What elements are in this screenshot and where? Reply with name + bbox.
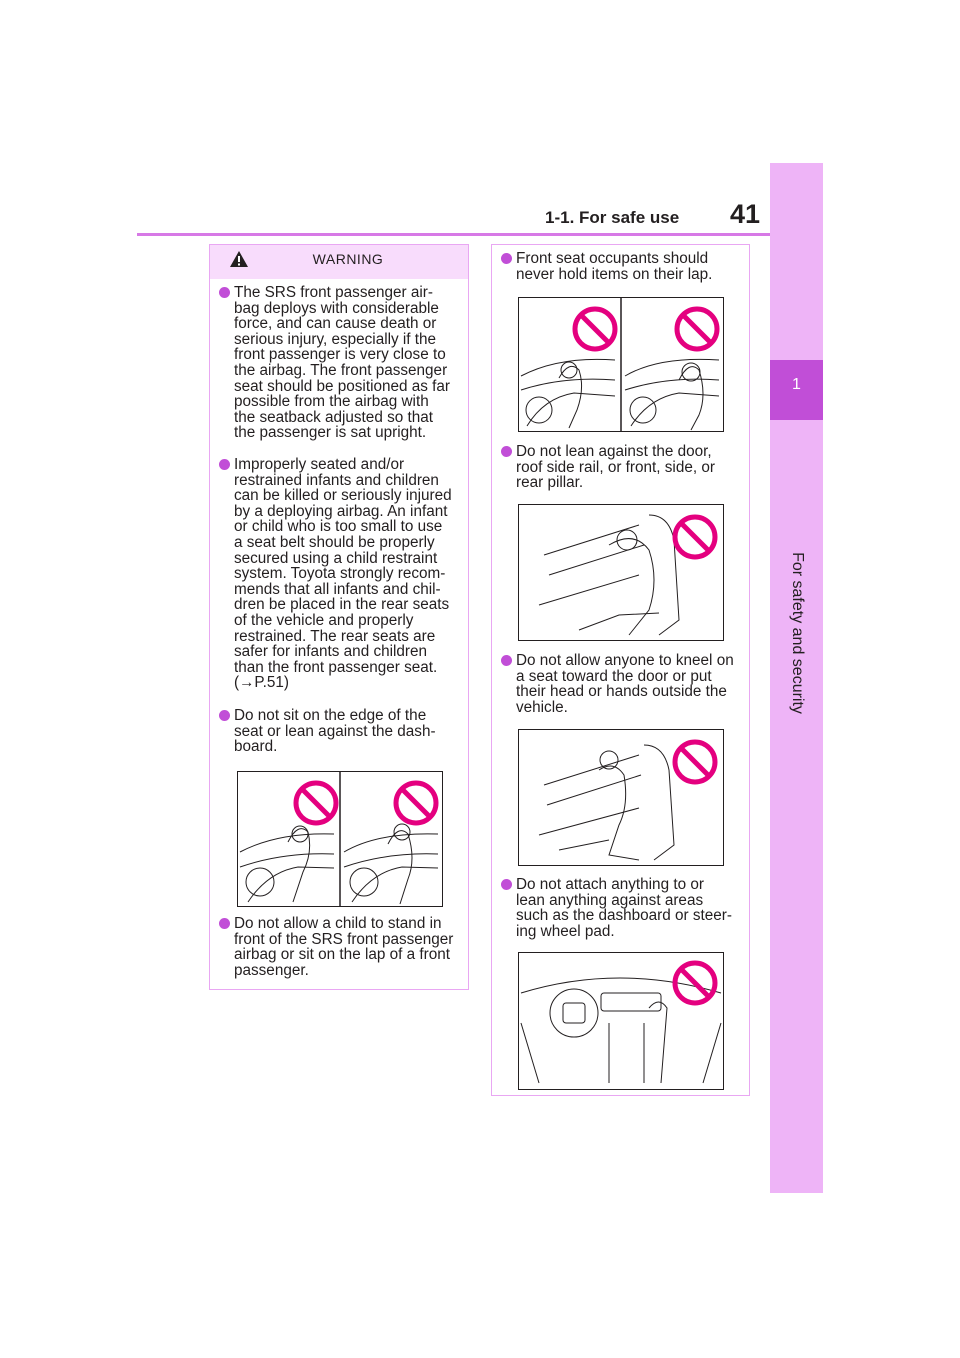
warning-item — [219, 457, 455, 691]
prohibited-sign-icon — [575, 309, 615, 349]
chapter-title — [784, 528, 810, 738]
warning-item-text: Do not attach anything to or lean anything against areas such as the dashboard or steer- ing wheel pad. — [516, 876, 732, 940]
warning-item-text: Do not sit on the edge of the seat or lean against the dash- board. — [234, 707, 436, 756]
prohibited-sign-icon — [675, 517, 715, 557]
illustration-lean-door — [518, 504, 724, 641]
bullet-icon — [219, 918, 230, 929]
warning-header — [210, 245, 468, 279]
warning-item-text: Do not lean against the door, roof side rail, or front, side, or rear pillar. — [516, 443, 715, 492]
prohibited-sign-icon — [675, 963, 715, 1003]
warning-item — [501, 251, 737, 282]
warning-item — [501, 877, 737, 939]
warning-item — [501, 444, 737, 491]
warning-item — [219, 708, 455, 755]
bullet-icon — [501, 446, 512, 457]
prohibited-sign-icon — [396, 783, 436, 823]
warning-box-continued — [491, 244, 750, 1096]
chapter-number: 1 — [792, 376, 801, 393]
chapter-title-text: For safety and security — [789, 552, 806, 714]
section-title: 1-1. For safe use — [545, 208, 680, 227]
illustration-lean-dashboard — [237, 771, 443, 907]
warning-item — [219, 916, 455, 978]
bullet-icon — [501, 879, 512, 890]
illustration-items-on-lap — [518, 297, 724, 432]
warning-box — [209, 244, 469, 990]
prohibited-sign-icon — [675, 742, 715, 782]
warning-item-text: Do not allow anyone to kneel on a seat toward the door or put their head or hands outside the vehicle. — [516, 652, 734, 716]
illustration-dashboard-items — [518, 952, 724, 1090]
warning-item — [219, 285, 455, 441]
warning-item-text: Do not allow a child to stand in front of the SRS front passenger airbag or sit on the lap of a front passenger. — [234, 915, 454, 979]
warning-item — [501, 653, 737, 715]
bullet-icon — [219, 287, 230, 298]
bullet-icon — [501, 655, 512, 666]
page-number: 41 — [730, 199, 761, 229]
warning-item-text: The SRS front passenger air- bag deploys with considerable force, and can cause death or serious injury, especially if the front passenger is very close to the airbag. The front passenger seat should be positioned as far possible from the airbag with the seatback adjusted so that the passenger is sat upright. — [234, 284, 451, 442]
prohibited-sign-icon — [296, 783, 336, 823]
prohibited-sign-icon — [677, 309, 717, 349]
warning-title: WARNING — [312, 251, 384, 267]
warning-item-text: Front seat occupants should never hold items on their lap. — [516, 250, 713, 283]
illustration-kneel-seat — [518, 729, 724, 866]
bullet-icon — [219, 710, 230, 721]
header-divider — [137, 233, 770, 236]
bullet-icon — [501, 253, 512, 264]
bullet-icon — [219, 459, 230, 470]
warning-item-text: Improperly seated and/or restrained infants and children can be killed or seriously injured by a deploying airbag. An infant or child who is too small to use a seat belt should be properly secured using a child restraint system. Toyota strongly recom- mends that all infants and chil- dren be placed in the rear seats of the vehicle and properly restrained. The rear seats are safer for infants and children than the front passenger seat. (→P.51) — [234, 456, 452, 692]
